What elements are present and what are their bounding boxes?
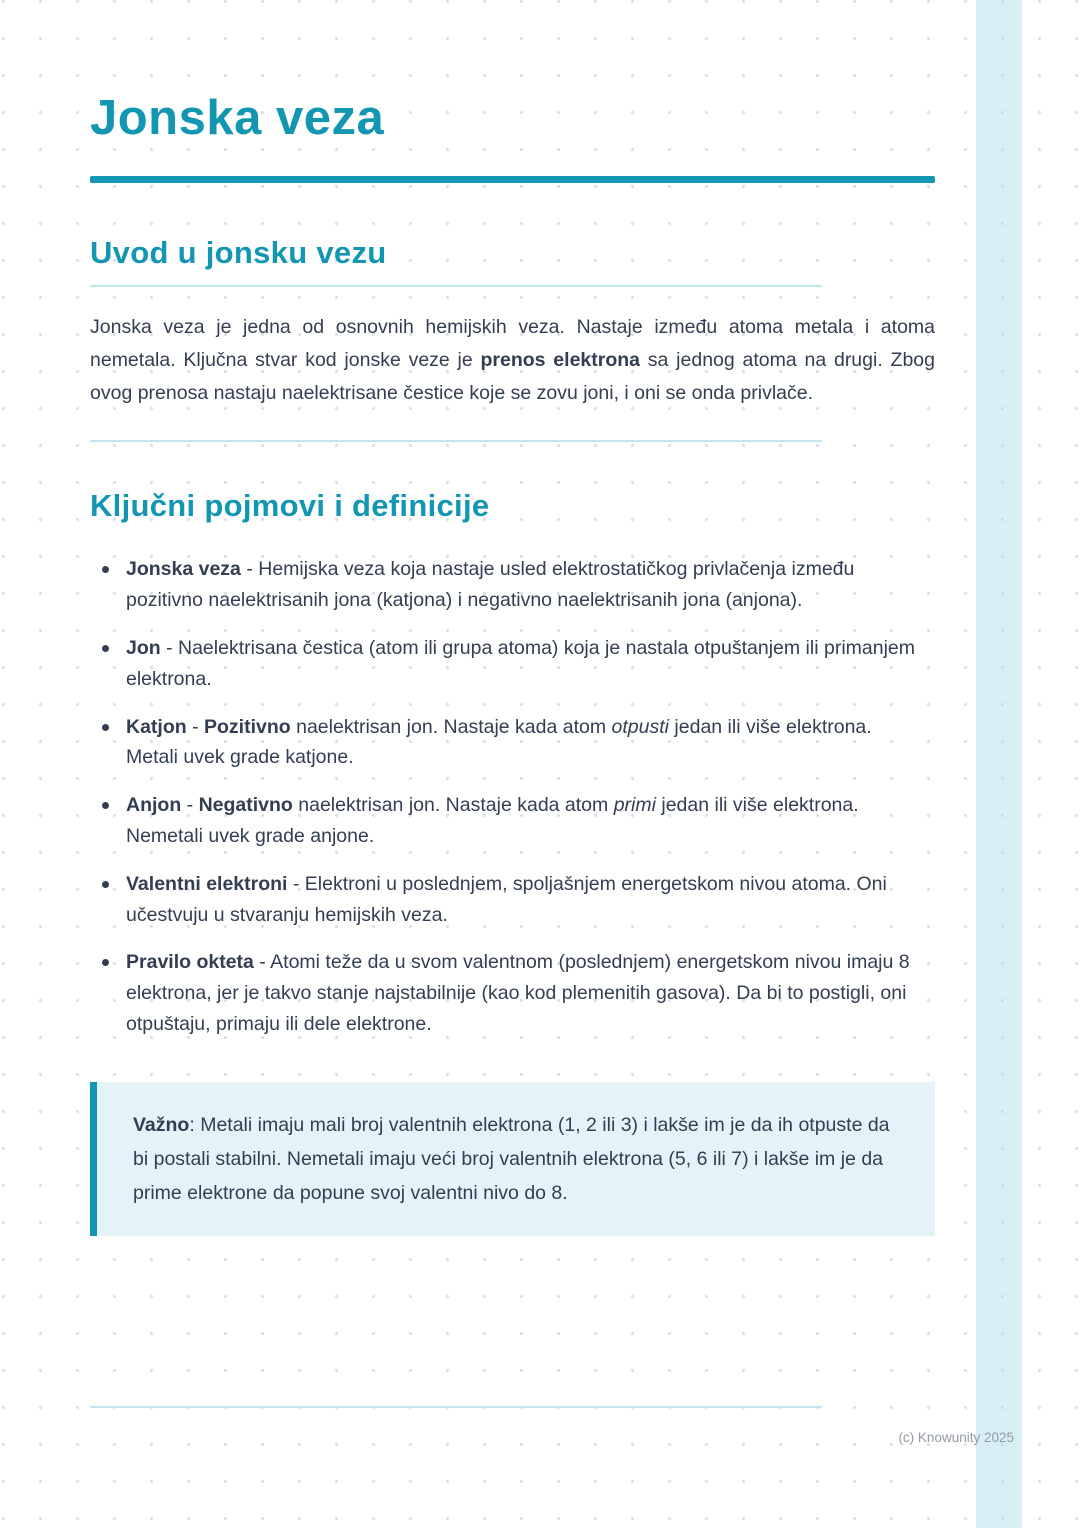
important-callout bbox=[90, 1082, 935, 1236]
definition-item: Pravilo okteta - Atomi teže da u svom valentnom (poslednjem) energetskom nivou imaju 8 elektrona, jer je takvo stanje najstabilnije (kao kod plemenitih gasova). Da bi to postigli, oni otpuštaju, primaju ili dele elektrone. bbox=[90, 947, 920, 1039]
definition-item: Anjon - Negativno naelektrisan jon. Nastaje kada atom primi jedan ili više elektrona. Nemetali uvek grade anjone. bbox=[90, 790, 920, 852]
intro-paragraph: Jonska veza je jedna od osnovnih hemijskih veza. Nastaje između atoma metala i atoma nemetala. Ključna stvar kod jonske veze je prenos elektrona sa jednog atoma na drugi. Zbog ovog prenosa nastaju naelektrisane čestice koje se zovu joni, i oni se onda privlače. bbox=[90, 316, 935, 405]
section-definitions bbox=[90, 488, 935, 1039]
heading-underline bbox=[90, 285, 822, 287]
section-heading-intro: Uvod u jonsku vezu bbox=[90, 235, 387, 270]
definition-item: Katjon - Pozitivno naelektrisan jon. Nastaje kada atom otpusti jedan ili više elektrona. Metali uvek grade katjone. bbox=[90, 712, 920, 774]
bottom-divider bbox=[90, 1406, 822, 1408]
definitions-list bbox=[90, 554, 935, 1039]
page-title: Jonska veza bbox=[90, 91, 385, 145]
definition-item: Jon - Naelektrisana čestica (atom ili grupa atoma) koja je nastala otpuštanjem ili primanjem elektrona. bbox=[90, 633, 920, 695]
section-intro bbox=[90, 235, 935, 410]
callout-text: Važno: Metali imaju mali broj valentnih elektrona (1, 2 ili 3) i lakše im je da ih otpuste da bi postali stabilni. Nemetali imaju veći broj valentnih elektrona (5, 6 ili 7) i lakše im je da prime elektrone da popune svoj valentni nivo do 8. bbox=[133, 1113, 890, 1205]
definition-item: Jonska veza - Hemijska veza koja nastaje usled elektrostatičkog privlačenja između pozitivno naelektrisanih jona (katjona) i negativno naelektrisanih jona (anjona). bbox=[90, 554, 920, 616]
footer-credit: (c) Knowunity 2025 bbox=[898, 1430, 1014, 1445]
right-margin-stripe bbox=[976, 0, 1022, 1528]
document-content bbox=[90, 0, 935, 1236]
section-divider bbox=[90, 440, 822, 442]
section-heading-definitions: Ključni pojmovi i definicije bbox=[90, 488, 490, 524]
definition-item: Valentni elektroni - Elektroni u poslednjem, spoljašnjem energetskom nivou atoma. Oni učestvuju u stvaranju hemijskih veza. bbox=[90, 869, 920, 931]
title-rule bbox=[90, 176, 935, 183]
